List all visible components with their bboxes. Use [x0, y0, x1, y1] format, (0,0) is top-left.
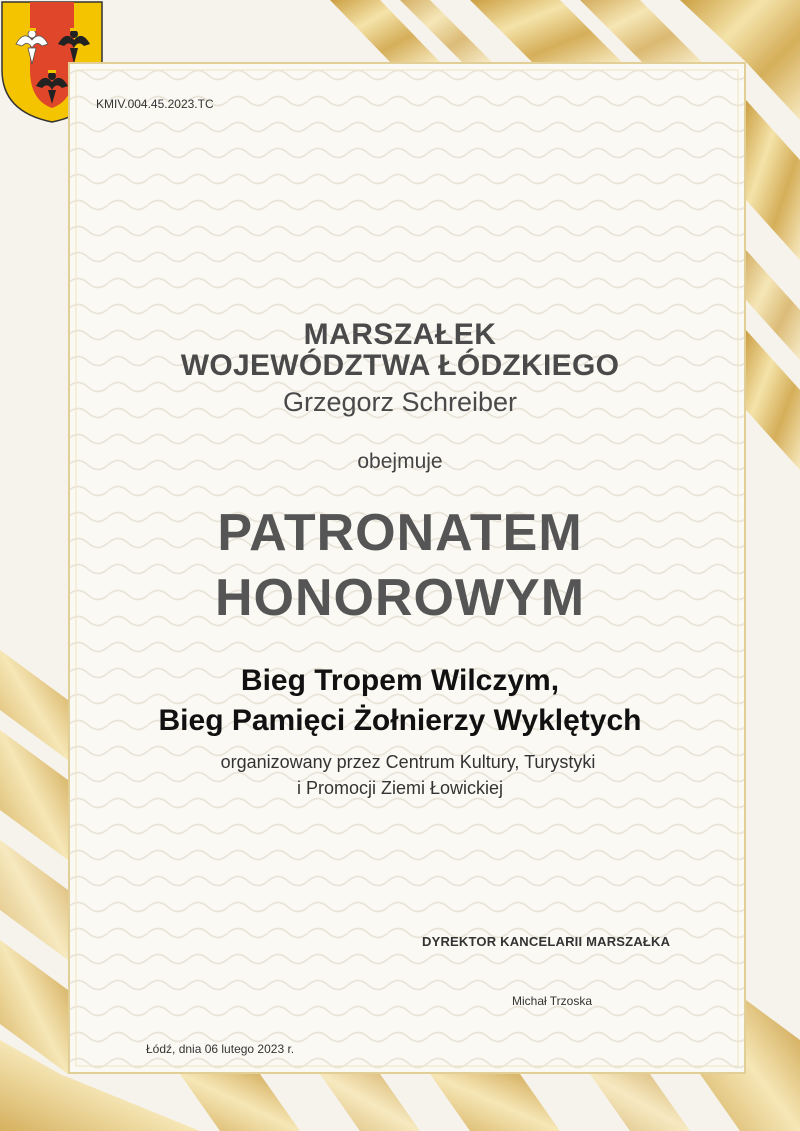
place-and-date: Łódź, dnia 06 lutego 2023 r. [146, 1042, 295, 1056]
patronage-line1: PATRONATEM [217, 504, 583, 562]
verb-text: obejmuje [357, 450, 443, 473]
signatory-name: Michał Trzoska [512, 994, 593, 1008]
event-name-line2: Bieg Pamięci Żołnierzy Wyklętych [158, 704, 642, 737]
document-reference-number: KMIV.004.45.2023.TC [96, 97, 214, 111]
event-name-line1: Bieg Tropem Wilczym, [240, 664, 560, 697]
organizer-line2: i Promocji Ziemi Łowickiej [296, 778, 504, 798]
organizer-line1: organizowany przez Centrum Kultury, Turystyki [220, 752, 596, 772]
issuer-name: Grzegorz Schreiber [282, 387, 518, 417]
issuer-title-line1: MARSZAŁEK [303, 318, 497, 351]
issuer-title-line2: WOJEWÓDZTWA ŁÓDZKIEGO [180, 349, 620, 382]
patronage-line2: HONOROWYM [214, 569, 586, 627]
signatory-title: DYREKTOR KANCELARII MARSZAŁKA [422, 934, 671, 949]
